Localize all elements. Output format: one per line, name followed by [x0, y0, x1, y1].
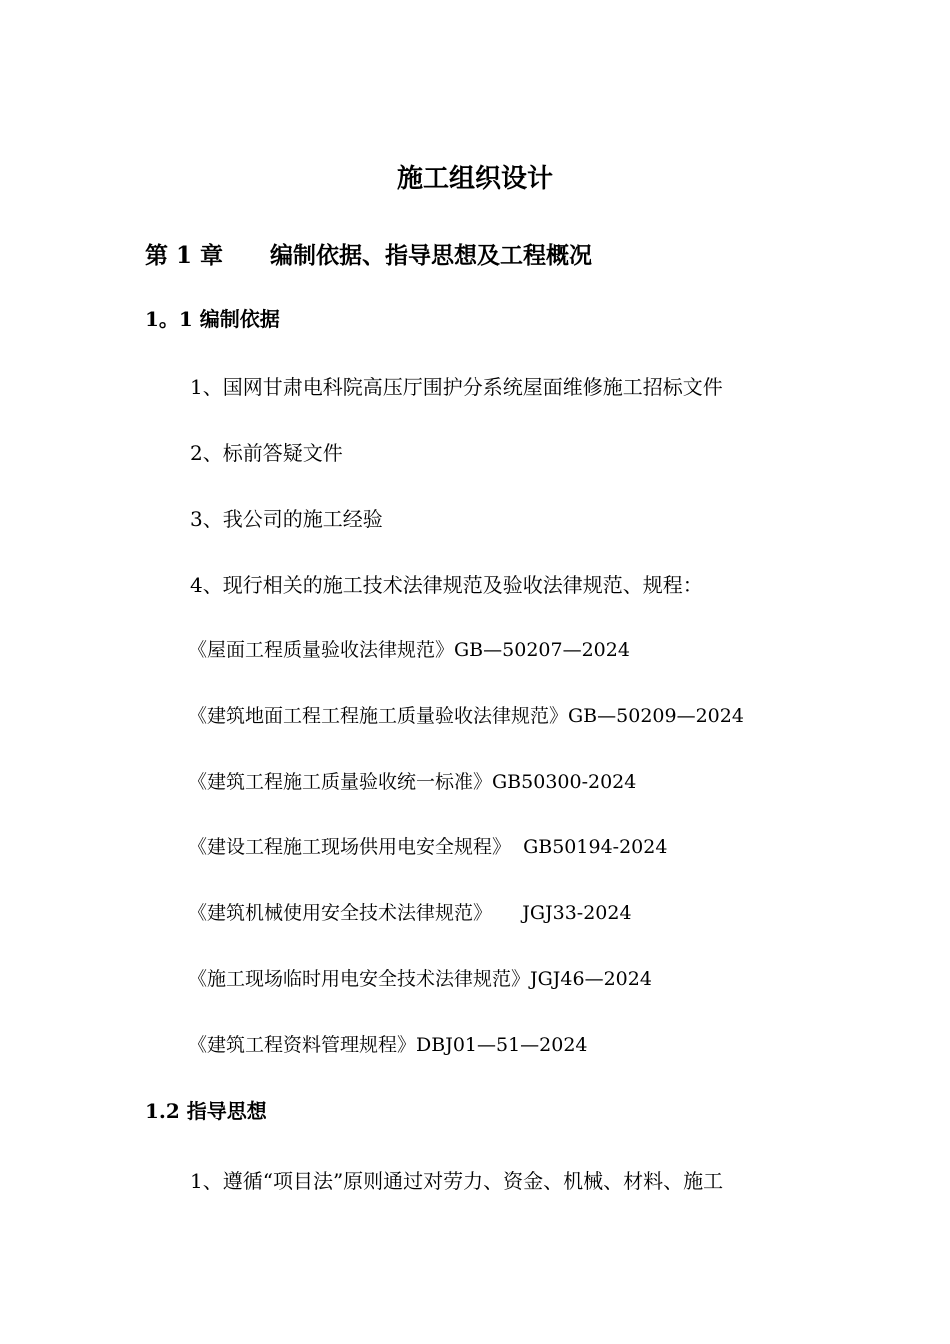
- standard-item: 《建筑工程资料管理规程》DBJ01—51—2024: [188, 1034, 588, 1056]
- standard-item: 《建筑地面工程工程施工质量验收法律规范》GB—50209—2024: [188, 705, 744, 727]
- standard-item: 《建筑工程施工质量验收统一标准》GB50300-2024: [188, 771, 637, 793]
- basis-item: 2、标前答疑文件: [190, 441, 343, 465]
- basis-item: 3、我公司的施工经验: [190, 507, 383, 531]
- guideline-item: 1、遵循“项目法”原则通过对劳力、资金、机械、材料、施工: [190, 1169, 724, 1193]
- chapter-heading: [145, 244, 592, 267]
- basis-item: 1、国网甘肃电科院高压厅围护分系统屋面维修施工招标文件: [190, 375, 723, 399]
- section-heading-1-1: 1。1 编制依据: [145, 307, 280, 331]
- standard-item: 《建设工程施工现场供用电安全规程》 GB50194-2024: [188, 836, 668, 858]
- standard-item: 《屋面工程质量验收法律规范》GB—50207—2024: [188, 639, 630, 661]
- chapter-title: 编制依据、指导思想及工程概况: [270, 242, 592, 269]
- document-title: 施工组织设计: [396, 164, 553, 194]
- basis-item: 4、现行相关的施工技术法律规范及验收法律规范、规程：: [190, 573, 703, 597]
- chapter-number: 第 1 章: [145, 242, 224, 269]
- standard-item: 《建筑机械使用安全技术法律规范》 JGJ33-2024: [188, 902, 632, 924]
- section-heading-1-2: 1.2 指导思想: [145, 1099, 267, 1123]
- standard-item: 《施工现场临时用电安全技术法律规范》JGJ46—2024: [188, 968, 652, 990]
